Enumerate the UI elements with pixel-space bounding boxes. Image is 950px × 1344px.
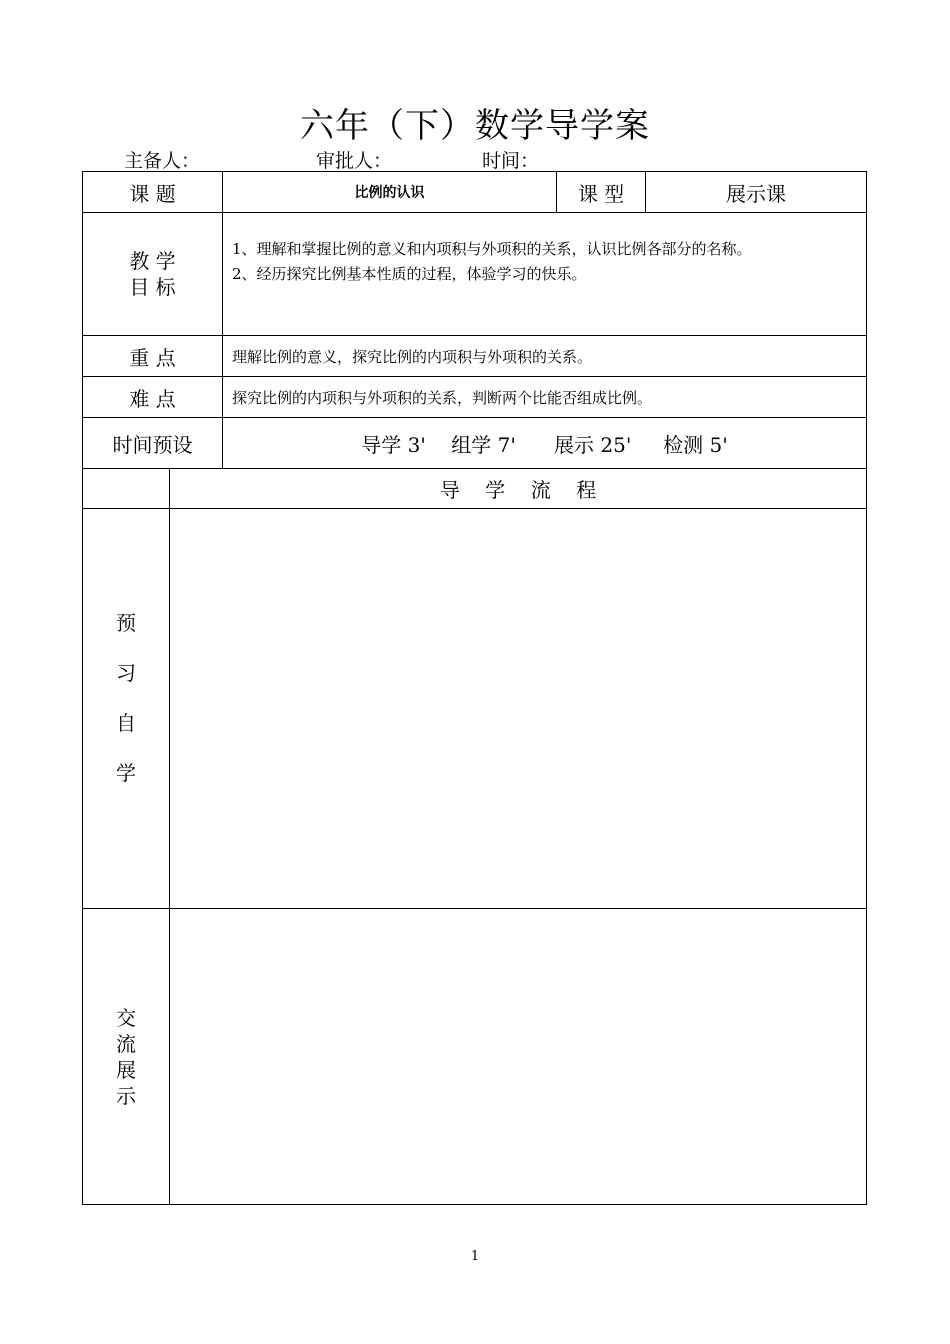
goals-label [83,213,222,335]
key-point-value: 理解比例的意义，探究比例的内项积与外项积的关系。 [232,347,593,366]
exchange-char: 交 [116,1006,136,1030]
exchange-char: 展 [116,1058,136,1082]
preview-label [83,509,169,908]
preview-char: 习 [116,660,136,685]
time-label: 时间： [482,150,540,172]
goals-label-line1: 教 学 [129,249,176,273]
type-label: 课 型 [577,181,625,206]
approver-label: 审批人： [316,150,393,172]
goals-content [223,213,866,311]
type-value: 展示课 [726,181,786,206]
topic-value: 比例的认识 [354,185,425,201]
time-plan-value: 导学 3' 组学 7' 展示 25' 检测 5' [361,432,728,457]
preview-char: 预 [116,610,136,635]
goal-item: 2、经历探究比例基本性质的过程，体验学习的快乐。 [232,265,587,283]
preview-char: 自 [116,710,136,735]
preparer-label: 主备人： [124,150,201,172]
document-title: 六年（下）数学导学案 [300,106,650,146]
lesson-plan-table [82,171,867,1205]
exchange-char: 流 [116,1032,136,1056]
page-number: 1 [470,1249,480,1264]
exchange-label [83,909,169,1205]
goal-item: 1、理解和掌握比例的意义和内项积与外项积的关系，认识比例各部分的名称。 [232,240,752,258]
preview-char: 学 [116,760,136,785]
goals-label-line2: 目 标 [129,275,176,299]
flow-header: 导 学 流 程 [439,478,597,502]
difficulty-value: 探究比例的内项积与外项积的关系，判断两个比能否组成比例。 [232,388,653,407]
key-point-label: 重 点 [129,345,176,370]
topic-label: 课 题 [129,181,176,206]
exchange-content-area[interactable] [170,909,866,1205]
preview-content-area[interactable] [170,509,866,908]
exchange-char: 示 [116,1084,136,1108]
difficulty-label: 难 点 [129,386,176,411]
time-plan-label: 时间预设 [112,432,193,457]
